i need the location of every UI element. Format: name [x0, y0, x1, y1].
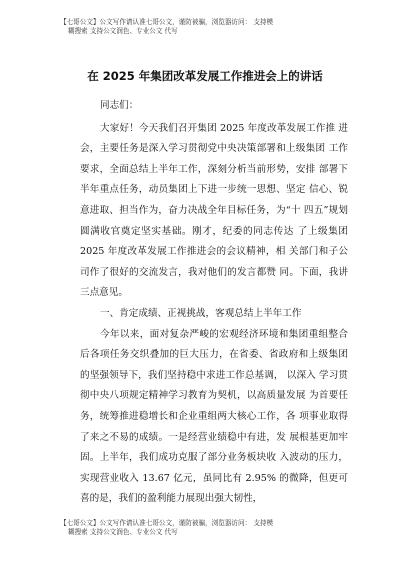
document-title: 在 2025 年集团改革发展工作推进会上的讲话: [87, 69, 323, 83]
footer-line-2: 糊搜索 支持公文润色、专业公文 代写: [68, 528, 178, 536]
salutation: 同志们：: [100, 100, 139, 111]
paragraph-opening: 大家好！今天我们召开集团 2025 年度改革发展工作推 进会，主要任务是深入学习贯彻党中央决策部署和上级集团 工作要求，全面总结上半年工作，深刻分析当前形势，安排 部署下半年重点任务，动员集团上下进一步统一思想、坚定 信心、锐意进取、担当作为，奋力决战全年目标任务，为“十 四五”规划圆满收官奠定坚实基础。刚才，纪委的同志传达 了上级集团 2025 年度改革发展工作推进会的会议精神，相 关部门和子公司作了很好的交流发言，我对他们的发言都赞 同。下面，我讲三点意见。: [80, 122, 348, 299]
paragraph-review: 今年以来，面对复杂严峻的宏观经济环境和集团重组整合后各项任务交织叠加的巨大压力，在省委、省政府和上级集团的坚强领导下，我们坚持稳中求进工作总基调， 以深入 学习贯彻中央八项规定精神学习教育为契机，以高质量发展 为首要任务，统筹推进稳增长和企业重组两大核心工作，各 项事业取得了来之不易的成绩。一是经营业绩稳中有进，发 展根基更加牢固。上半年，我们成功克服了部分业务板块收 入波动的压力，实现营业收入 13.67 亿元，虽同比有 2.95% 的微降，但更可喜的是，我们的盈利能力展现出强大韧性，: [80, 328, 348, 505]
header-line-2: 糊搜索 支持公文润色、专业公文 代写: [68, 27, 178, 35]
document-body: [80, 96, 348, 510]
section-heading-1: 一、肯定成绩、正视挑战，客观总结上半年工作: [100, 307, 302, 319]
footer-line-1: 【七哥公文】公文写作请认准七哥公文，谨防被骗，浏览器访问： 支持模: [60, 519, 274, 527]
page-footer: [60, 519, 360, 537]
header-line-1: 【七哥公文】公文写作请认准七哥公文，谨防被骗，浏览器访问： 支持模: [60, 18, 274, 26]
page-header: [60, 18, 360, 36]
